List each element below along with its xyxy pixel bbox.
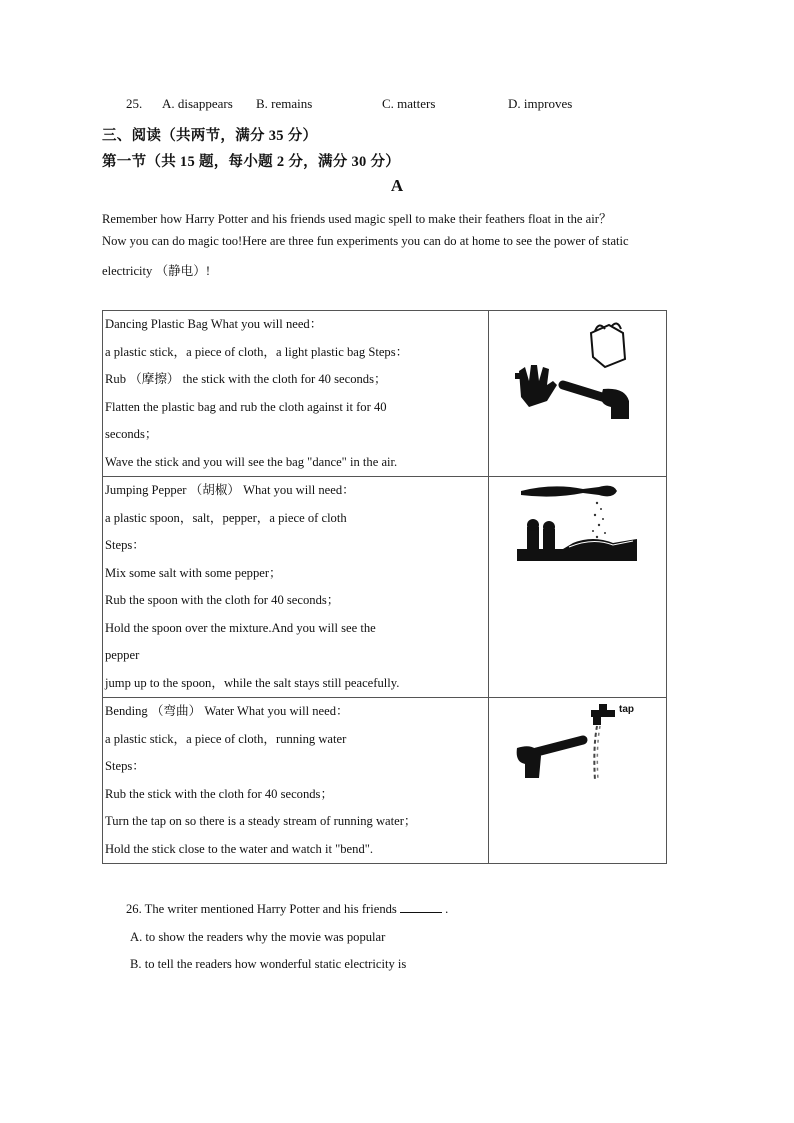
table-line: a plastic spoon，salt，pepper，a piece of cloth	[105, 510, 347, 525]
intro-line-1: Remember how Harry Potter and his friends used magic spell to make their feathers float in the air？	[102, 212, 612, 226]
option-letter: A.	[130, 930, 143, 944]
table-line: Rub the stick with the cloth for 40 seconds；	[105, 786, 334, 801]
q26-option-a[interactable]	[130, 930, 385, 945]
table-line: Flatten the plastic bag and rub the cloth against it for 40	[105, 399, 387, 414]
option-text: matters	[397, 96, 436, 111]
option-text: to show the readers why the movie was popular	[145, 930, 386, 944]
table-line: Turn the tap on so there is a steady stream of running water；	[105, 814, 417, 828]
table-line: pepper	[105, 648, 140, 662]
experiment-text-cell	[103, 311, 489, 477]
q26-option-b[interactable]	[130, 957, 406, 972]
option-letter: B.	[130, 957, 142, 971]
section-subtitle: 第一节（共 15 题，每小题 2 分，满分 30 分）	[102, 154, 401, 170]
q26-stem-end: .	[445, 902, 449, 916]
q25-option-d[interactable]	[508, 96, 572, 112]
table-line: Hold the stick close to the water and watch it "bend".	[105, 841, 374, 856]
option-text: remains	[271, 96, 313, 111]
experiment-image-cell	[489, 477, 667, 698]
table-line: Jumping Pepper （胡椒） What you will need：	[105, 483, 355, 497]
table-line: Steps：	[105, 759, 145, 773]
passage-label: A	[390, 176, 404, 195]
option-letter: A.	[162, 96, 175, 111]
table-line: Steps：	[105, 538, 145, 552]
table-line: jump up to the spoon，while the salt stays still peacefully.	[105, 675, 400, 690]
bending-water-illustration	[513, 698, 643, 788]
tap-label: tap	[618, 704, 634, 715]
q25-number: 25.	[126, 96, 143, 111]
q26-stem	[126, 902, 448, 917]
table-line: a plastic stick，a piece of cloth，running water	[105, 731, 347, 746]
jumping-pepper-illustration	[513, 477, 643, 567]
experiment-text-cell	[103, 477, 489, 698]
q25-option-c[interactable]	[382, 96, 435, 112]
experiment-image-cell	[489, 698, 667, 864]
option-text: to tell the readers how wonderful static electricity is	[144, 957, 407, 971]
table-row	[103, 311, 667, 477]
table-line: seconds；	[105, 427, 158, 441]
intro-line-2: Now you can do magic too!Here are three fun experiments you can do at home to see the power of static	[102, 234, 629, 248]
option-letter: C.	[382, 96, 394, 111]
option-letter: B.	[256, 96, 268, 111]
q25-option-a[interactable]	[162, 96, 233, 112]
table-line: Rub the spoon with the cloth for 40 seconds；	[105, 593, 340, 607]
table-line: Hold the spoon over the mixture.And you will see the	[105, 620, 376, 635]
table-line: Rub （摩擦） the stick with the cloth for 40 seconds；	[105, 372, 387, 386]
q25-option-b[interactable]	[256, 96, 312, 112]
option-text: disappears	[177, 96, 233, 111]
dancing-bag-illustration	[513, 311, 643, 421]
experiment-image-cell	[489, 311, 667, 477]
table-line: Dancing Plastic Bag What you will need：	[105, 317, 323, 331]
option-text: improves	[523, 96, 573, 111]
table-line: Bending （弯曲） Water What you will need：	[105, 704, 349, 718]
option-letter: D.	[508, 96, 521, 111]
intro-line-3: electricity （静电）!	[102, 264, 211, 278]
section-title: 三、阅读（共两节，满分 35 分）	[102, 128, 318, 144]
table-line: a plastic stick，a piece of cloth，a light plastic bag Steps：	[105, 344, 409, 359]
experiments-table	[102, 310, 667, 864]
table-row	[103, 698, 667, 864]
experiment-text-cell	[103, 698, 489, 864]
q26-stem-text: 26. The writer mentioned Harry Potter and his friends	[126, 902, 397, 916]
table-row	[103, 477, 667, 698]
table-line: Mix some salt with some pepper；	[105, 565, 282, 580]
answer-blank[interactable]	[400, 902, 442, 913]
table-line: Wave the stick and you will see the bag "dance" in the air.	[105, 454, 398, 469]
